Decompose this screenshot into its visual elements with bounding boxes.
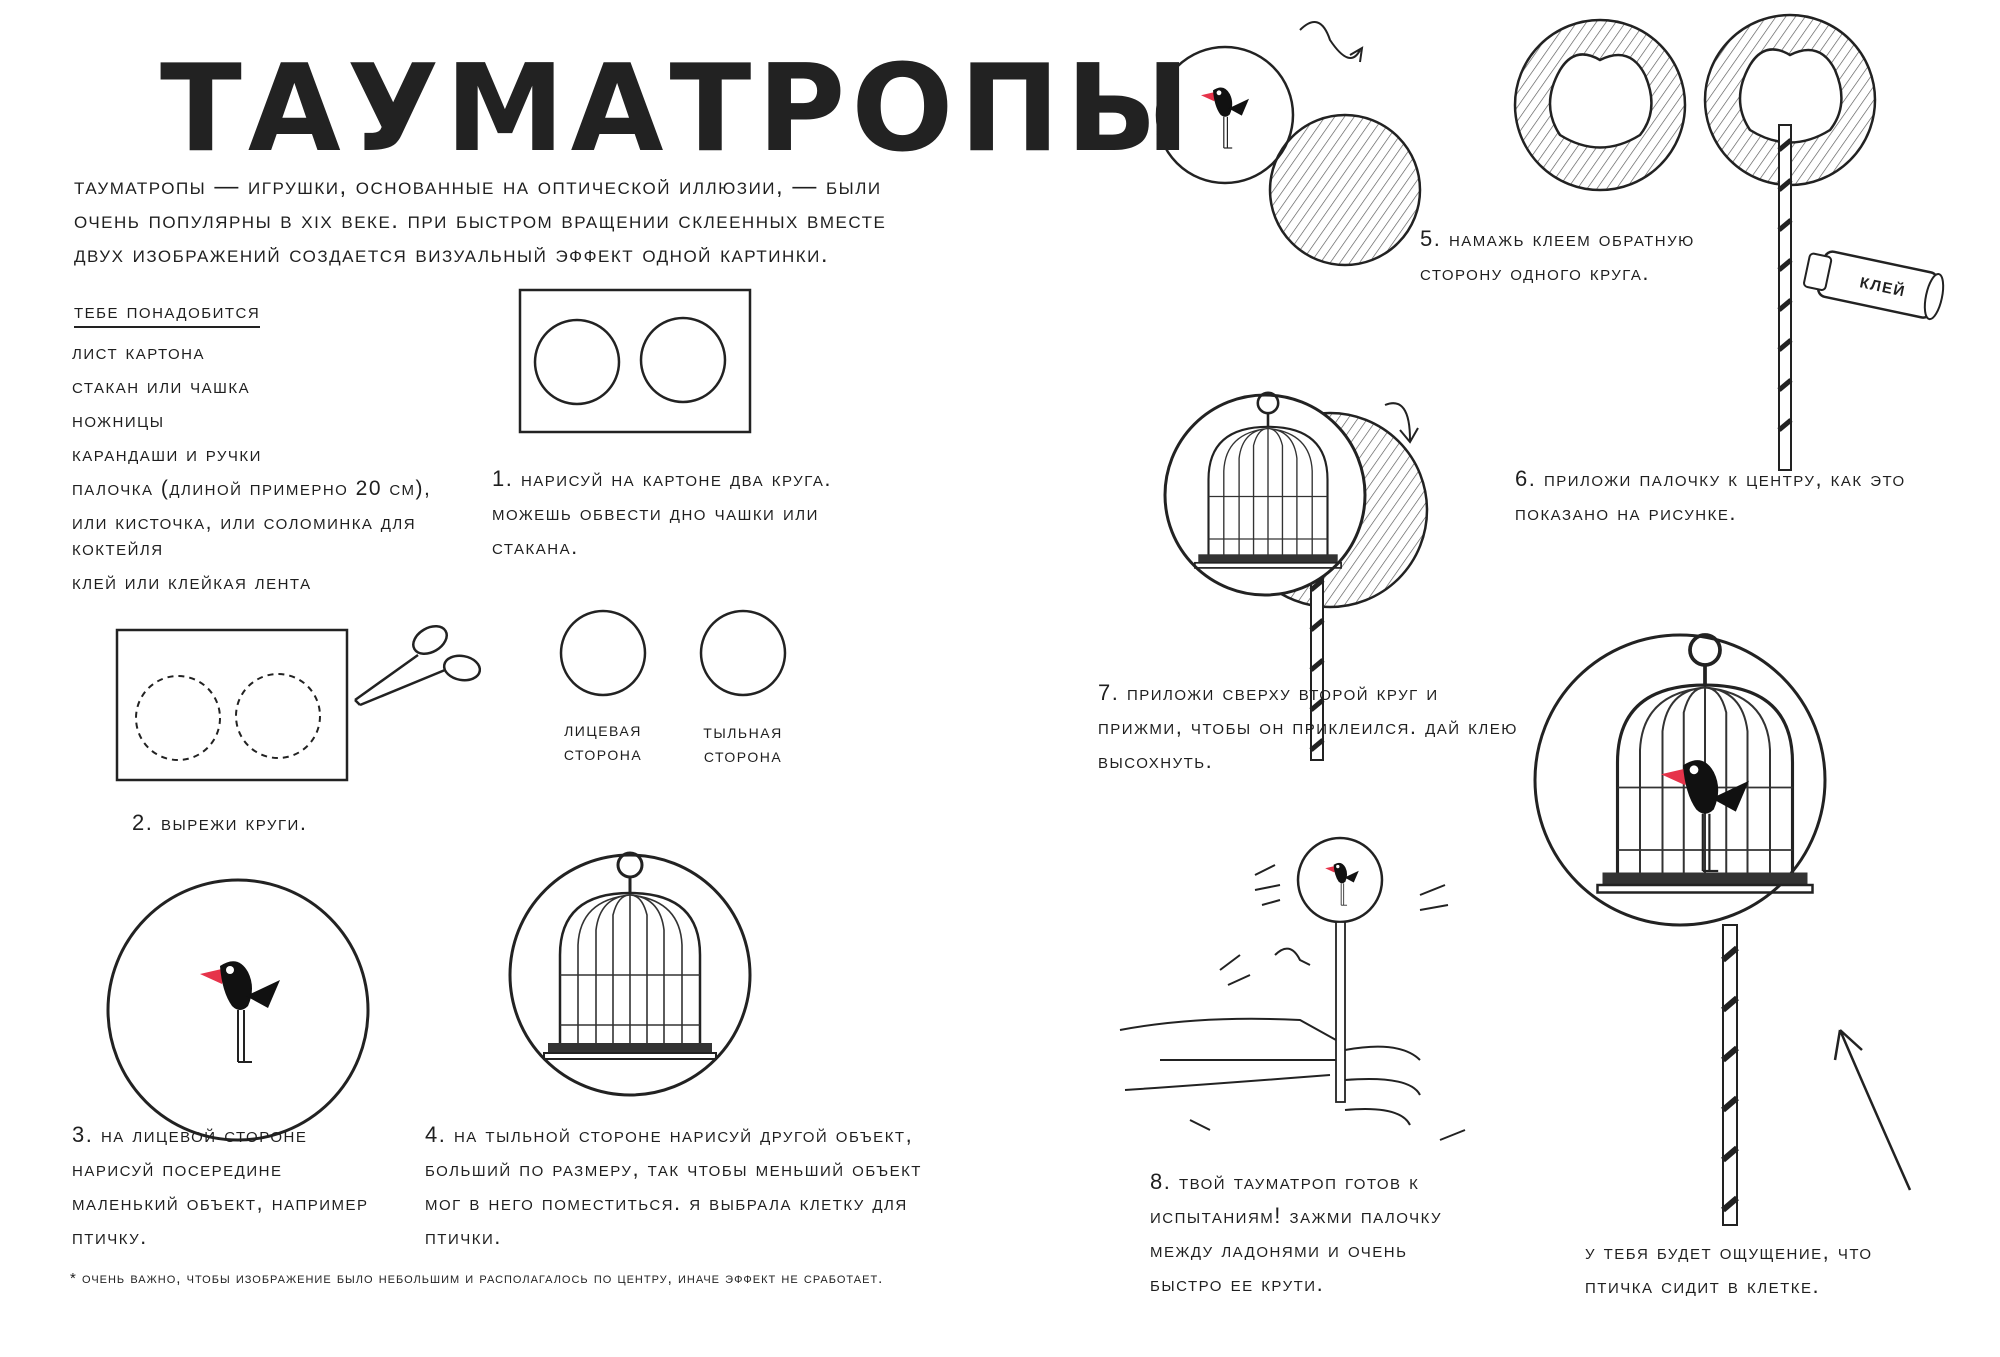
step-5-text: 5. намажь клеем обратную сторону одного круга. [1420,226,1695,285]
step-1-text: 1. нарисуй на картоне два круга. можешь обвести дно чашки или стакана. [492,466,832,559]
list-item: стакан или чашка [72,375,251,398]
list-item: ножницы [72,409,165,432]
intro-text: тауматропы — игрушки, основанные на оптической иллюзии, — были очень популярны в xix веке. при быстром вращении склеенных вместе двух изображений создается визуальный эффект одной картинки. [74,173,887,268]
glue-label: клей [1858,267,1909,302]
result-text: у тебя будет ощущение, что птичка сидит в клетке. [1585,1239,1873,1298]
step-4-text: 4. на тыльной стороне нарисуй другой объект, больший по размеру, так чтобы меньший объект мог в него поместиться. я выбрала клетку для птички. [425,1122,922,1249]
page-title: ТАУМАТРОПЫ [160,40,1197,179]
step-2-text: 2. вырежи круги. [132,810,308,835]
step-6-text: 6. приложи палочку к центру, как это показано на рисунке. [1515,466,1906,525]
list-item: или кисточка, или соломинка для коктейля [72,511,417,560]
step-3-text: 3. на лицевой стороне нарисуй посередине маленький объект, например птичку. [72,1122,369,1249]
list-item: карандаши и ручки [72,443,262,466]
step-7-text: 7. приложи сверху второй круг и прижми, чтобы он приклеился. дай клею высохнуть. [1098,680,1518,773]
list-item: палочка (длиной примерно 20 см), [72,477,432,500]
list-item: лист картона [72,341,206,364]
needs-list [72,336,452,600]
needs-heading: тебе понадобится [74,298,260,328]
caption-front: лицевая сторона [563,719,643,765]
footnote: * очень важно, чтобы изображение было небольшим и располагалось по центру, иначе эффект не сработает. [70,1270,884,1287]
caption-back: тыльная сторона [703,721,783,767]
list-item: клей или клейкая лента [72,571,312,594]
step-8-text: 8. твой тауматроп готов к испытаниям! зажми палочку между ладонями и очень быстро ее крути. [1150,1169,1443,1296]
